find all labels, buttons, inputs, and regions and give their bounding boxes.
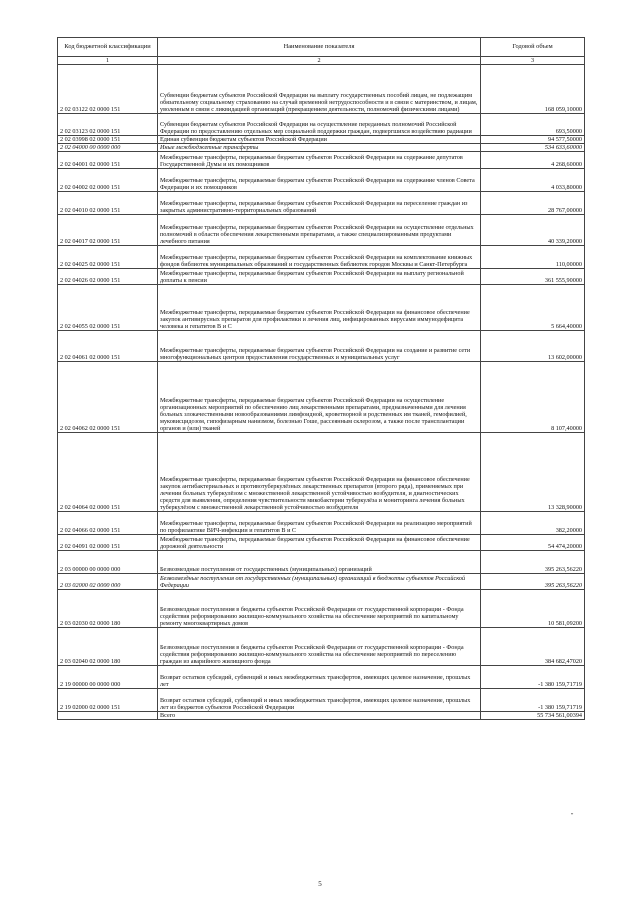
- amount-cell: 5 664,40000: [481, 285, 585, 331]
- code-cell: 2 19 00000 00 0000 000: [58, 666, 158, 689]
- table-row: [58, 666, 585, 689]
- name-cell: Межбюджетные трансферты, передаваемые бюджетам субъектов Российской Федерации на осуществление отдельных полномочий в области обеспечения лекарственными препаратами, а также специализированными продуктами лечебного питания: [158, 215, 481, 246]
- name-cell: Межбюджетные трансферты, передаваемые бюджетам субъектов Российской Федерации на содержание членов Совета Федерации и их помощников: [158, 169, 481, 192]
- table-row: [58, 269, 585, 285]
- name-cell: Межбюджетные трансферты, передаваемые бюджетам субъектов Российской Федерации на переселение граждан из закрытых административно-территориальных образований: [158, 192, 481, 215]
- name-cell: Возврат остатков субсидий, субвенций и иных межбюджетных трансфертов, имеющих целевое назначение, прошлых лет: [158, 666, 481, 689]
- code-cell: 2 02 04062 02 0000 151: [58, 362, 158, 433]
- code-cell: 2 03 02040 02 0000 180: [58, 628, 158, 666]
- column-number-2: 2: [158, 57, 481, 65]
- amount-cell: 693,50000: [481, 114, 585, 136]
- amount-cell: 384 682,47020: [481, 628, 585, 666]
- code-cell: 2 03 00000 00 0000 000: [58, 551, 158, 574]
- corner-mark: ": [571, 813, 574, 819]
- table-row: [58, 144, 585, 152]
- name-cell: Межбюджетные трансферты, передаваемые бюджетам субъектов Российской Федерации на осуществление организационных мероприятий по обеспечению лиц лекарственными препаратами, предназначенными для лечения больных злокачественными новообразованиями лимфоидной, кроветворной и родственных им тканей, гемофилией, муковисцидозом, гипофизарным нанизмом, болезнью Гоше, рассеянным склерозом, а также после трансплантации органов и (или) тканей: [158, 362, 481, 433]
- amount-cell: 13 602,00000: [481, 331, 585, 362]
- amount-cell: -1 380 159,71719: [481, 666, 585, 689]
- table-row: [58, 433, 585, 512]
- code-cell: 2 19 02000 02 0000 151: [58, 689, 158, 712]
- table-row: [58, 551, 585, 574]
- name-cell: Единая субвенция бюджетам субъектов Российской Федерации: [158, 136, 481, 144]
- name-cell: Межбюджетные трансферты, передаваемые бюджетам субъектов Российской Федерации на содержание депутатов Государственной Думы и их помощников: [158, 152, 481, 169]
- header-row: [58, 38, 585, 57]
- amount-cell: 4 268,60000: [481, 152, 585, 169]
- table-row: [58, 192, 585, 215]
- code-cell: 2 02 04025 02 0000 151: [58, 246, 158, 269]
- name-cell: Межбюджетные трансферты, передаваемые бюджетам субъектов Российской Федерации на финансовое обеспечение закупок антибактериальных и противотуберкулёзных лекарственных препаратов (второго ряда), применяемых при лечении больных туберкулёзом с множественной лекарственной устойчивостью возбудителя, и диагностических средств для выявления, определения чувствительности микобактерии туберкулёза и мониторинга лечения больных туберкулёзом с множественной лекарственной устойчивостью возбудителя: [158, 433, 481, 512]
- amount-cell: 54 474,20000: [481, 535, 585, 551]
- amount-cell: 13 328,90000: [481, 433, 585, 512]
- code-cell: 2 02 04064 02 0000 151: [58, 433, 158, 512]
- code-cell: 2 02 04010 02 0000 151: [58, 192, 158, 215]
- page-number: 5: [318, 880, 322, 888]
- code-cell: 2 02 04001 02 0000 151: [58, 152, 158, 169]
- column-number-3: 3: [481, 57, 585, 65]
- code-cell: 2 02 04055 02 0000 151: [58, 285, 158, 331]
- table-row: [58, 114, 585, 136]
- table-row: [58, 512, 585, 535]
- header-name: Наименование показателя: [158, 38, 481, 57]
- table-row: [58, 169, 585, 192]
- table-row: [58, 590, 585, 628]
- table-row: [58, 215, 585, 246]
- code-cell: [58, 712, 158, 720]
- amount-cell: 382,20000: [481, 512, 585, 535]
- header-amount: Годовой объем: [481, 38, 585, 57]
- name-cell: Безвозмездные поступления в бюджеты субъектов Российской Федерации от государственной корпорации - Фонда содействия реформированию жилищно-коммунального хозяйства на обеспечение мероприятий по переселению граждан из аварийного жилищного фонда: [158, 628, 481, 666]
- amount-cell: 168 059,10000: [481, 65, 585, 114]
- total-row: [58, 712, 585, 720]
- table-row: [58, 689, 585, 712]
- code-cell: 2 02 04002 02 0000 151: [58, 169, 158, 192]
- name-cell: Межбюджетные трансферты, передаваемые бюджетам субъектов Российской Федерации на выплату региональной доплаты к пенсии: [158, 269, 481, 285]
- code-cell: 2 02 04000 00 0000 000: [58, 144, 158, 152]
- table-row: [58, 362, 585, 433]
- code-cell: 2 03 02000 02 0000 000: [58, 574, 158, 590]
- amount-cell: 94 577,50000: [481, 136, 585, 144]
- code-cell: 2 02 04061 02 0000 151: [58, 331, 158, 362]
- code-cell: 2 02 03123 02 0000 151: [58, 114, 158, 136]
- name-cell: Безвозмездные поступления от государственных (муниципальных) организаций: [158, 551, 481, 574]
- code-cell: 2 02 04091 02 0000 151: [58, 535, 158, 551]
- budget-table: [57, 37, 585, 720]
- name-cell: Безвозмездные поступления в бюджеты субъектов Российской Федерации от государственной корпорации - Фонда содействия реформированию жилищно-коммунального хозяйства на обеспечение мероприятий по капитальному ремонту многоквартирных домов: [158, 590, 481, 628]
- amount-cell: 40 339,20000: [481, 215, 585, 246]
- amount-cell: 4 033,80000: [481, 169, 585, 192]
- code-cell: 2 02 04017 02 0000 151: [58, 215, 158, 246]
- name-cell: Межбюджетные трансферты, передаваемые бюджетам субъектов Российской Федерации на создание и развитие сети многофункциональных центров предоставления государственных и муниципальных услуг: [158, 331, 481, 362]
- code-cell: 2 02 04026 02 0000 151: [58, 269, 158, 285]
- amount-cell: 28 767,00000: [481, 192, 585, 215]
- name-cell: Возврат остатков субсидий, субвенций и иных межбюджетных трансфертов, имеющих целевое назначение, прошлых лет из бюджетов субъектов Российской Федерации: [158, 689, 481, 712]
- name-cell: Межбюджетные трансферты, передаваемые бюджетам субъектов Российской Федерации на финансовое обеспечение дорожной деятельности: [158, 535, 481, 551]
- amount-cell: 534 633,60000: [481, 144, 585, 152]
- table-row: [58, 65, 585, 114]
- table-row: [58, 628, 585, 666]
- amount-cell: 55 734 561,00394: [481, 712, 585, 720]
- table-row: [58, 331, 585, 362]
- amount-cell: 10 581,09200: [481, 590, 585, 628]
- table-row: [58, 574, 585, 590]
- column-number-1: 1: [58, 57, 158, 65]
- name-cell: Межбюджетные трансферты, передаваемые бюджетам субъектов Российской Федерации на реализацию мероприятий по профилактике ВИЧ-инфекции и гепатитов B и C: [158, 512, 481, 535]
- amount-cell: 8 107,40000: [481, 362, 585, 433]
- name-cell: Межбюджетные трансферты, передаваемые бюджетам субъектов Российской Федерации на комплектование книжных фондов библиотек муниципальных образований и государственных библиотек городов Москвы и Санкт-Петербурга: [158, 246, 481, 269]
- amount-cell: 110,00000: [481, 246, 585, 269]
- column-number-row: [58, 57, 585, 65]
- code-cell: 2 02 03122 02 0000 151: [58, 65, 158, 114]
- name-cell: Субвенции бюджетам субъектов Российской Федерации на выплату государственных пособий лицам, не подлежащим обязательному социальному страхованию на случай временной нетрудоспособности и в связи с материнством, и лицам, уволенным в связи с ликвидацией организаций (прекращением деятельности, полномочий физическими лицами): [158, 65, 481, 114]
- code-cell: 2 02 03998 02 0000 151: [58, 136, 158, 144]
- table-row: [58, 285, 585, 331]
- code-cell: 2 02 04066 02 0000 151: [58, 512, 158, 535]
- table-row: [58, 152, 585, 169]
- name-cell: Безвозмездные поступления от государственных (муниципальных) организаций в бюджеты субъектов Российской Федерации: [158, 574, 481, 590]
- name-cell: Всего: [158, 712, 481, 720]
- table-row: [58, 136, 585, 144]
- amount-cell: -1 380 159,71719: [481, 689, 585, 712]
- name-cell: Межбюджетные трансферты, передаваемые бюджетам субъектов Российской Федерации на финансовое обеспечение закупок антивирусных препаратов для профилактики и лечения лиц, инфицированных вирусами иммунодефицита человека и гепатитов B и C: [158, 285, 481, 331]
- amount-cell: 361 555,90000: [481, 269, 585, 285]
- code-cell: 2 03 02030 02 0000 180: [58, 590, 158, 628]
- table-row: [58, 246, 585, 269]
- amount-cell: 395 263,56220: [481, 551, 585, 574]
- amount-cell: 395 263,56220: [481, 574, 585, 590]
- name-cell: Субвенции бюджетам субъектов Российской Федерации на осуществление переданных полномочий Российской Федерации по предоставлению отдельных мер социальной поддержки граждан, подвергшихся воздействию радиации: [158, 114, 481, 136]
- table-row: [58, 535, 585, 551]
- header-code: Код бюджетной классификации: [58, 38, 158, 57]
- name-cell: Иные межбюджетные трансферты: [158, 144, 481, 152]
